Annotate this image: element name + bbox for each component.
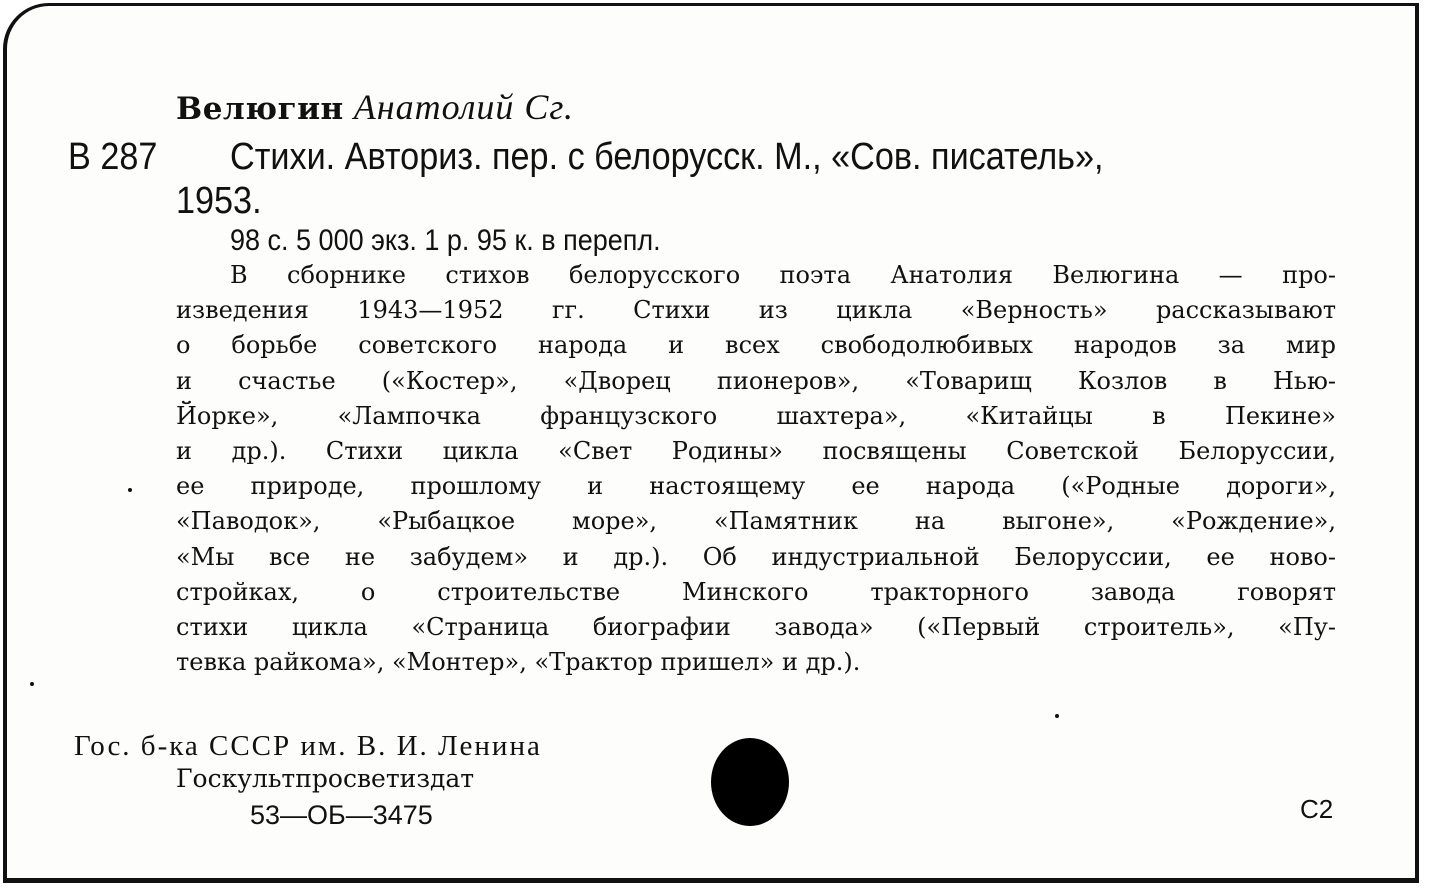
annotation-line: В сборнике стихов белорусского поэта Анатолия Велюгина — про- [230,261,1336,289]
shelfmark: В 287 [68,136,158,178]
author-heading [176,86,574,128]
annotation-line: и др.). Стихи цикла «Свет Родины» посвящены Советской Белоруссии, [176,436,1336,465]
annotation-line: тевка райкома», «Монтер», «Трактор пришел» и др.). [176,648,861,677]
title-statement: Стихи. Авториз. пер. с белорусск. М., «Сов. писатель», [230,136,1104,178]
card-code: С2 [1300,794,1334,824]
author-surname: Велюгин [176,91,344,127]
ink-speck [128,488,132,492]
annotation-line: стройках, о строительстве Минского тракторного завода говорят [176,577,1336,606]
annotation-line: о борьбе советского народа и всех свободолюбивых народов за мир [176,331,1336,360]
annotation-line: Йорке», «Лампочка французского шахтера», «Китайцы в Пекине» [176,401,1336,430]
annotation [176,258,1336,680]
annotation-line: и счастье («Костер», «Дворец пионеров», «Товарищ Козлов в Нью- [176,366,1336,395]
annotation-line: изведения 1943—1952 гг. Стихи из цикла «Верность» рассказывают [176,296,1336,325]
publication-year: 1953. [176,180,262,222]
annotation-line: стихи цикла «Страница биографии завода» («Первый строитель», «Пу- [176,612,1336,641]
ink-speck [1055,714,1059,718]
punch-hole [711,738,789,826]
library-stamp: Гос. б-ка СССР им. В. И. Ленина [74,730,542,762]
annotation-line: «Мы все не забудем» и др.). Об индустриальной Белоруссии, ее ново- [176,542,1336,571]
publisher: Госкультпросветиздат [176,764,475,793]
order-number: 53—ОБ—3475 [250,800,433,830]
collation: 98 с. 5 000 экз. 1 р. 95 к. в перепл. [230,224,661,257]
annotation-line: ее природе, прошлому и настоящему ее народа («Родные дороги», [176,472,1336,501]
author-handwritten-name: Анатолий Сг. [353,87,574,127]
annotation-line: «Паводок», «Рыбацкое море», «Памятник на выгоне», «Рождение», [176,507,1336,536]
ink-speck [30,682,34,686]
